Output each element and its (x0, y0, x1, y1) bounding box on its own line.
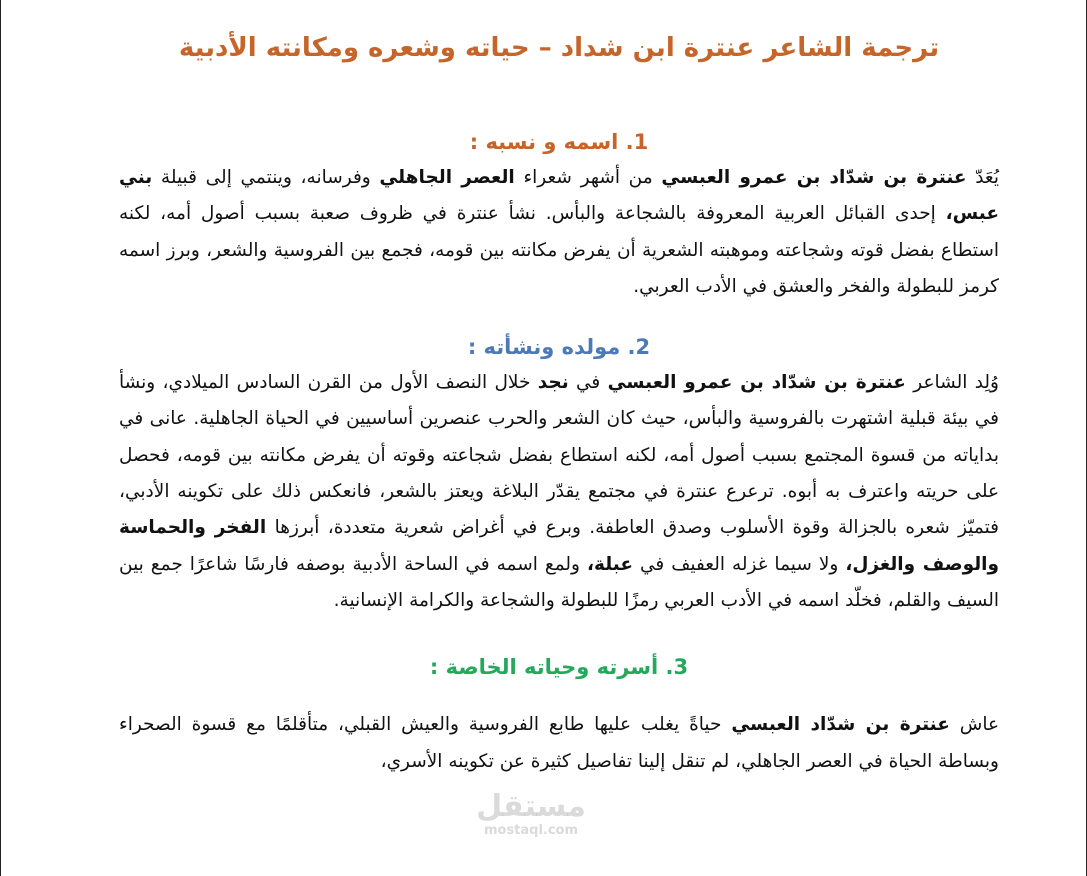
text-run: حياةً يغلب عليها طابع الفروسية والعيش القبلي، متأقلمًا مع قسوة الصحراء وبساطة الحياة في العصر الجاهلي، لم تنقل إلينا تفاصيل كثيرة عن تكوينه الأسري، (119, 714, 999, 772)
text-run: عاش (949, 714, 999, 736)
document-title: ترجمة الشاعر عنترة ابن شداد – حياته وشعره ومكانته الأدبية (178, 33, 940, 63)
text-run: وفرسانه، وينتمي إلى قبيلة (152, 167, 380, 188)
text-run: في (568, 372, 608, 394)
section-paragraph-birth-upbringing (119, 365, 999, 619)
bold-text-run: عنترة بن شدّاد العبسي (731, 714, 950, 736)
section-heading-name-lineage: 1. اسمه و نسبه : (469, 130, 649, 154)
section-heading-family-life: 3. أسرته وحياته الخاصة : (429, 655, 689, 680)
section-heading-birth-upbringing: 2. مولده ونشأته : (467, 335, 651, 360)
bold-text-run: عبلة، (586, 553, 633, 575)
bold-text-run: الفخر والحماسة والوصف والغزل، (119, 517, 999, 575)
text-run: ولمع اسمه في الساحة الأدبية بوصفه فارسًا شاعرًا جمع بين السيف والقلم، فخلّد اسمه في الأدب العربي رمزًا للبطولة والشجاعة والكرامة الإنسانية. (119, 553, 999, 611)
text-run: من أشهر شعراء (514, 167, 662, 188)
section-paragraph-family-life (119, 707, 999, 780)
bold-text-run: عنترة بن شدّاد بن عمرو العبسي (661, 167, 967, 188)
bold-text-run: العصر الجاهلي (379, 167, 515, 188)
text-run: خلال النصف الأول من القرن السادس الميلادي، ونشأ في بيئة قبلية اشتهرت بالفروسية والبأس، حيث كان الشعر والحرب عنصرين أساسيين في الحياة الجاهلية. عانى في بداياته من قسوة المجتمع بسبب أصول أمه، لكنه استطاع بفضل شجاعته وقوته أن يفرض مكانته بين قومه، فحصل على حريته واعترف به أبوه. ترعرع عنترة في مجتمع يقدّر البلاغة ويعتز بالشعر، فانعكس ذلك على تكوينه الأدبي، فتميّز شعره بالجزالة وقوة الأسلوب وصدق العاطفة. وبرع في أغراض شعرية متعددة، أبرزها (119, 372, 999, 539)
bold-text-run: بني عبس، (119, 167, 999, 225)
document-content (119, 0, 999, 780)
text-run: ولا سيما غزله العفيف في (632, 553, 846, 575)
bold-text-run: نجد (537, 372, 569, 394)
site-watermark (471, 790, 591, 838)
watermark-url: mostaql.com (483, 823, 579, 838)
text-run: يُعَدّ (966, 167, 999, 188)
text-run: إحدى القبائل العربية المعروفة بالشجاعة والبأس. نشأ عنترة في ظروف صعبة بسبب أصول أمه، لكنه استطاع بفضل قوته وشجاعته وموهبته الشعرية أن يفرض مكانته بين قومه، فجمع بين الفروسية والشعر، وبرز اسمه كرمز للبطولة والفخر والعشق في الأدب العربي. (119, 203, 999, 297)
text-run: وُلِد الشاعر (905, 372, 999, 394)
section-paragraph-name-lineage (119, 160, 999, 305)
watermark-text: مستقل (476, 789, 586, 824)
bold-text-run: عنترة بن شدّاد بن عمرو العبسي (607, 372, 906, 394)
